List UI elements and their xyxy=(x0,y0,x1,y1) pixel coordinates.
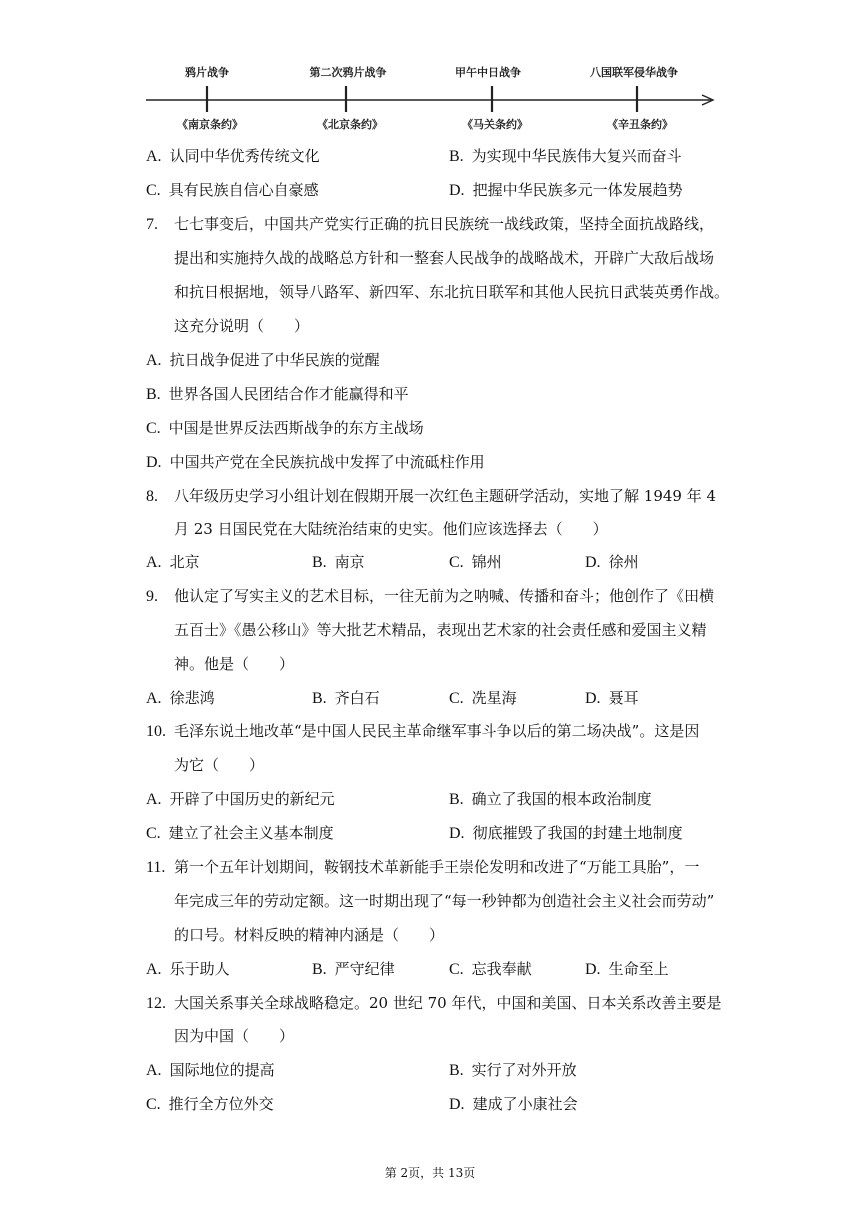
timeline-event-opium-war: 鸦片战争 xyxy=(185,66,229,79)
q11-option-c xyxy=(449,959,532,980)
question-text: 七七事变后，中国共产党实行正确的抗日民族统一战线政策，坚持全面抗战路线， xyxy=(174,215,715,233)
option-letter: A. xyxy=(146,554,162,571)
q6-option-c xyxy=(146,180,319,201)
timeline-event-eight-nation-war: 八国联军侵华战争 xyxy=(590,66,678,79)
q7-option-a xyxy=(146,350,380,371)
option-text: 忘我奉献 xyxy=(471,960,532,978)
question-text: 第一个五年计划期间，鞍钢技术革新能手王崇伦发明和改进了“万能工具胎”，一 xyxy=(174,858,700,876)
option-text: 抗日战争促进了中华民族的觉醒 xyxy=(169,351,380,369)
option-text: 徐州 xyxy=(608,553,639,571)
option-letter: A. xyxy=(146,961,162,978)
option-text: 生命至上 xyxy=(608,960,669,978)
q11-stem-line-2: 年完成三年的劳动定额。这一时期出现了“每一秒钟都为创造社会主义社会而劳动” xyxy=(174,892,715,910)
q7-stem-line-2: 提出和实施持久战的战略总方针和一整套人民战争的战略战术，开辟广大敌后战场 xyxy=(174,249,715,267)
q8-option-b xyxy=(312,552,365,573)
question-text: 八年级历史学习小组计划在假期开展一次红色主题研学活动，实地了解 1949 年 4 xyxy=(174,487,717,505)
option-text: 冼星海 xyxy=(471,689,517,707)
q11-option-b xyxy=(312,959,395,980)
option-letter: C. xyxy=(449,690,464,707)
question-text: 大国关系事关全球战略稳定。20 世纪 70 年代，中国和美国、日本关系改善主要是 xyxy=(174,994,722,1012)
option-letter: D. xyxy=(449,825,465,842)
option-text: 齐白石 xyxy=(334,689,380,707)
option-letter: A. xyxy=(146,690,162,707)
option-text: 彻底摧毁了我国的封建土地制度 xyxy=(472,824,683,842)
option-text: 徐悲鸿 xyxy=(169,689,215,707)
q8-option-a xyxy=(146,552,200,573)
option-text: 实行了对外开放 xyxy=(471,1061,577,1079)
q11-stem-line-1 xyxy=(146,857,699,878)
option-text: 中国是世界反法西斯战争的东方主战场 xyxy=(168,419,424,437)
question-text: 毛泽东说土地改革“是中国人民民主革命继军事斗争以后的第二场决战”。这是因 xyxy=(174,722,700,740)
option-letter: C. xyxy=(146,420,161,437)
q9-option-c xyxy=(449,688,517,709)
q12-option-d xyxy=(449,1094,578,1115)
q8-stem-line-2: 月 23 日国民党在大陆统治结束的史实。他们应该选择去（ ） xyxy=(174,520,608,538)
q7-option-c xyxy=(146,418,424,439)
question-text: 他认定了写实主义的艺术目标，一往无前为之呐喊、传播和奋斗；他创作了《田横 xyxy=(174,587,715,605)
option-text: 推行全方位外交 xyxy=(168,1095,274,1113)
option-letter: B. xyxy=(449,791,464,808)
option-letter: B. xyxy=(312,554,327,571)
option-text: 认同中华优秀传统文化 xyxy=(169,147,320,165)
q12-option-c xyxy=(146,1094,274,1115)
q7-stem-line-4: 这充分说明（ ） xyxy=(174,317,310,335)
q10-option-a xyxy=(146,789,335,810)
q9-stem-line-1 xyxy=(146,586,714,607)
option-letter: D. xyxy=(585,690,601,707)
option-text: 严守纪律 xyxy=(334,960,395,978)
option-text: 世界各国人民团结合作才能赢得和平 xyxy=(168,385,409,403)
q12-option-a xyxy=(146,1060,275,1081)
option-text: 南京 xyxy=(334,553,365,571)
timeline-event-sino-japanese-war: 甲午中日战争 xyxy=(455,66,521,79)
q7-stem-line-3: 和抗日根据地，领导八路军、新四军、东北抗日联军和其他人民抗日武装英勇作战。 xyxy=(174,283,730,301)
option-letter: A. xyxy=(146,1062,162,1079)
timeline-treaty-xinchou: 《辛丑条约》 xyxy=(607,118,673,131)
q12-stem-line-2: 因为中国（ ） xyxy=(174,1027,295,1045)
option-text: 为实现中华民族伟大复兴而奋斗 xyxy=(471,147,682,165)
option-letter: C. xyxy=(146,182,161,199)
question-number: 12. xyxy=(146,995,166,1012)
q9-option-b xyxy=(312,688,380,709)
q12-option-b xyxy=(449,1060,577,1081)
option-letter: D. xyxy=(449,182,465,199)
option-letter: D. xyxy=(449,1096,465,1113)
question-number: 8. xyxy=(146,488,158,505)
q7-stem-line-1 xyxy=(146,214,714,235)
option-text: 锦州 xyxy=(471,553,502,571)
q10-option-c xyxy=(146,823,334,844)
q9-option-a xyxy=(146,688,215,709)
option-text: 聂耳 xyxy=(608,689,639,707)
option-letter: A. xyxy=(146,148,162,165)
q10-option-d xyxy=(449,823,683,844)
option-text: 乐于助人 xyxy=(169,960,230,978)
option-letter: C. xyxy=(449,961,464,978)
q8-option-c xyxy=(449,552,502,573)
q11-option-d xyxy=(585,959,669,980)
page-footer: 第 2页，共 13页 xyxy=(384,1166,476,1180)
option-letter: A. xyxy=(146,791,162,808)
option-letter: B. xyxy=(449,1062,464,1079)
option-text: 确立了我国的根本政治制度 xyxy=(471,790,652,808)
q7-option-d xyxy=(146,452,485,473)
q10-stem-line-1 xyxy=(146,721,699,742)
q9-option-d xyxy=(585,688,639,709)
option-letter: C. xyxy=(449,554,464,571)
option-letter: D. xyxy=(146,454,162,471)
q8-stem-line-1 xyxy=(146,486,716,507)
timeline-event-second-opium-war: 第二次鸦片战争 xyxy=(309,66,387,79)
timeline-treaty-maguan: 《马关条约》 xyxy=(462,118,528,131)
timeline-treaty-beijing: 《北京条约》 xyxy=(317,118,383,131)
option-letter: B. xyxy=(312,690,327,707)
q11-option-a xyxy=(146,959,230,980)
q10-option-b xyxy=(449,789,652,810)
history-timeline-figure xyxy=(146,62,726,137)
question-number: 9. xyxy=(146,588,158,605)
option-text: 中国共产党在全民族抗战中发挥了中流砥柱作用 xyxy=(169,453,485,471)
q11-stem-line-3: 的口号。材料反映的精神内涵是（ ） xyxy=(174,926,445,944)
q6-option-b xyxy=(449,146,682,167)
option-letter: D. xyxy=(585,961,601,978)
question-number: 7. xyxy=(146,216,158,233)
option-letter: B. xyxy=(312,961,327,978)
q10-stem-line-2: 为它（ ） xyxy=(174,756,265,774)
option-text: 建成了小康社会 xyxy=(472,1095,578,1113)
option-letter: B. xyxy=(146,386,161,403)
option-text: 把握中华民族多元一体发展趋势 xyxy=(472,181,683,199)
option-letter: A. xyxy=(146,352,162,369)
q6-option-a xyxy=(146,146,320,167)
q12-stem-line-1 xyxy=(146,993,721,1014)
question-number: 11. xyxy=(146,859,166,876)
question-number: 10. xyxy=(146,723,166,740)
q6-option-d xyxy=(449,180,683,201)
option-text: 开辟了中国历史的新纪元 xyxy=(169,790,335,808)
q9-stem-line-3: 神。他是（ ） xyxy=(174,655,295,673)
option-letter: C. xyxy=(146,825,161,842)
timeline-treaty-nanjing: 《南京条约》 xyxy=(177,118,243,131)
q7-option-b xyxy=(146,384,409,405)
q8-option-d xyxy=(585,552,639,573)
option-letter: C. xyxy=(146,1096,161,1113)
option-text: 北京 xyxy=(169,553,200,571)
option-text: 建立了社会主义基本制度 xyxy=(168,824,334,842)
q9-stem-line-2: 五百士》《愚公移山》等大批艺术精品，表现出艺术家的社会责任感和爱国主义精 xyxy=(174,621,707,639)
option-text: 具有民族自信心自豪感 xyxy=(168,181,319,199)
option-letter: B. xyxy=(449,148,464,165)
option-text: 国际地位的提高 xyxy=(169,1061,275,1079)
option-letter: D. xyxy=(585,554,601,571)
